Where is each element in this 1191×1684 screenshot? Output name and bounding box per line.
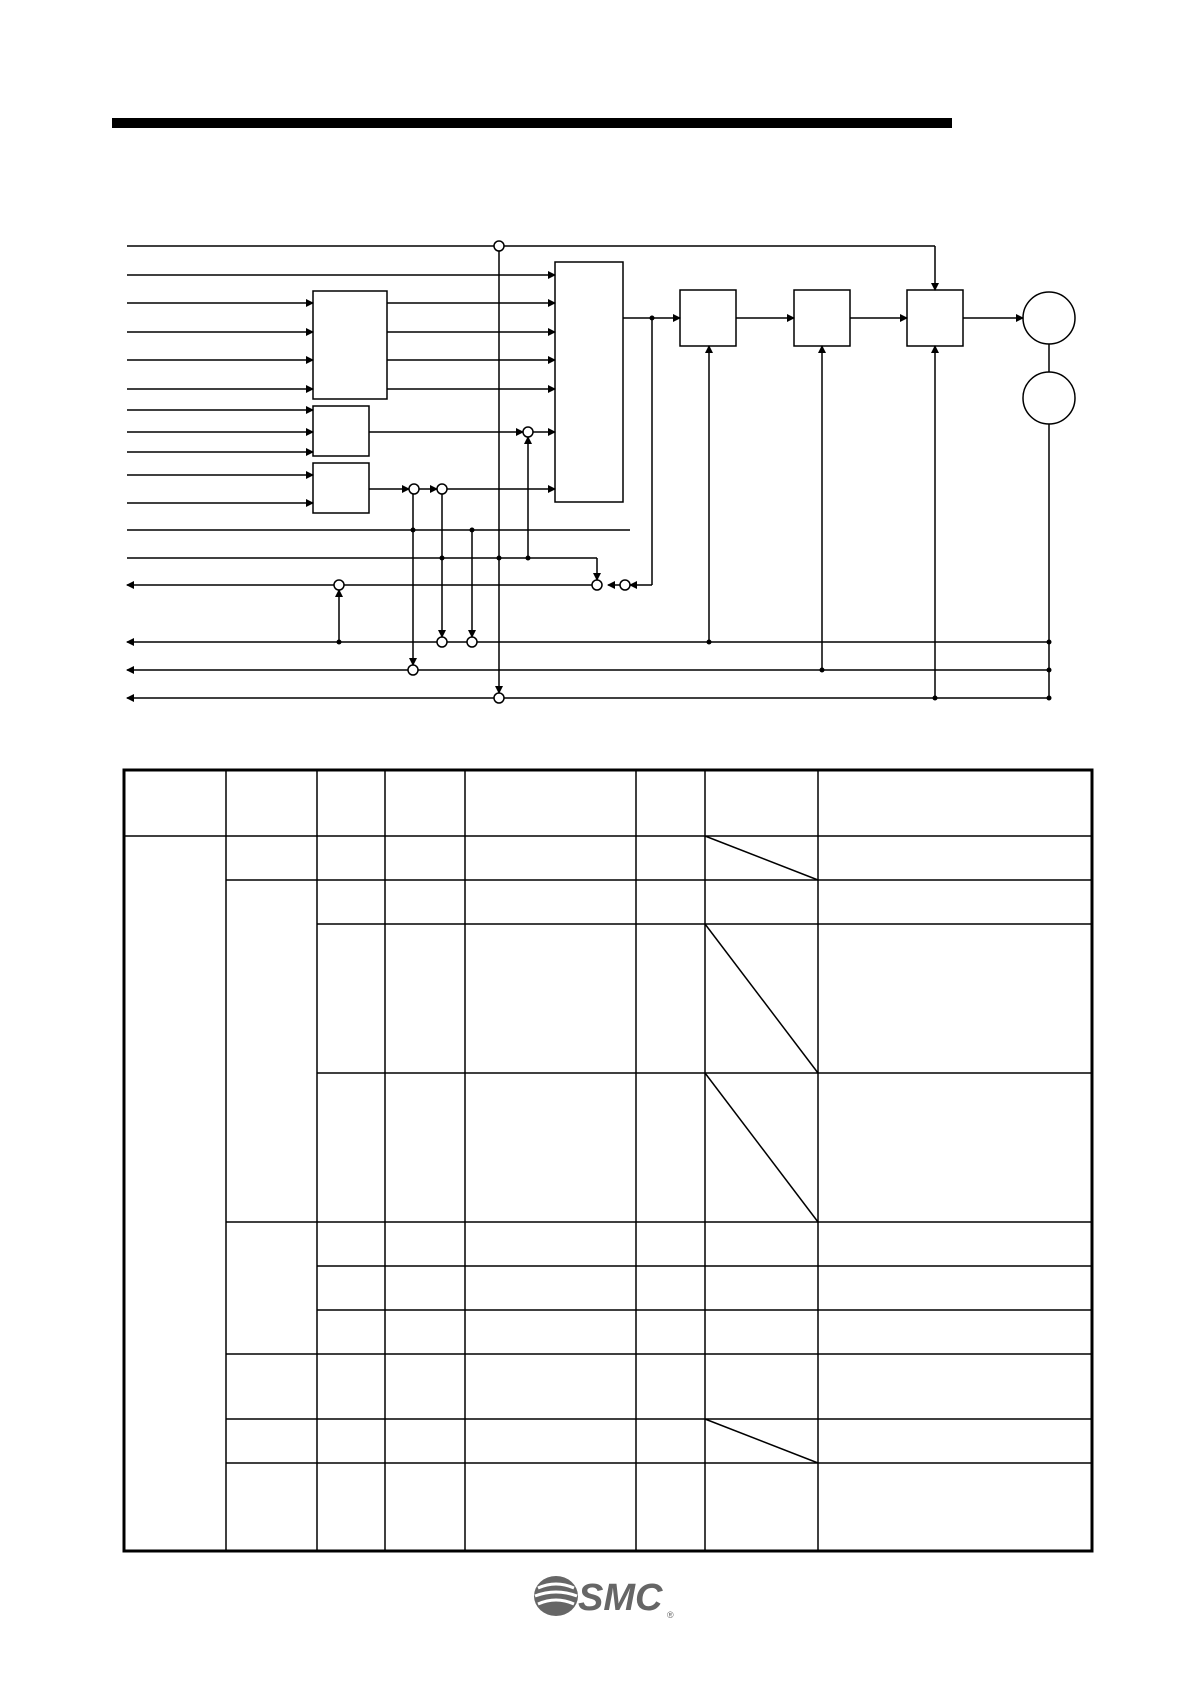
- pre-processor-block: [313, 291, 387, 399]
- sum-junction: [408, 665, 418, 675]
- sum-junction: [494, 241, 504, 251]
- motor-circle: [1023, 292, 1075, 344]
- stage-3-block: [907, 290, 963, 346]
- logo-registered-mark: ®: [667, 1610, 674, 1620]
- smc-logo: [530, 1570, 680, 1626]
- main-combiner-block: [555, 262, 623, 502]
- na-diagonal: [705, 1419, 818, 1463]
- filter-a-block: [313, 406, 369, 456]
- sum-junction: [409, 484, 419, 494]
- sum-junction: [467, 637, 477, 647]
- sum-junction: [334, 580, 344, 590]
- filter-b-block: [313, 463, 369, 513]
- na-diagonal: [705, 924, 818, 1073]
- na-diagonal: [705, 1073, 818, 1222]
- na-diagonal: [705, 836, 818, 880]
- logo-wordmark: SMC: [578, 1577, 663, 1619]
- encoder-circle: [1023, 372, 1075, 424]
- sum-junction: [523, 427, 533, 437]
- sum-junction: [494, 693, 504, 703]
- stage-1-block: [680, 290, 736, 346]
- stage-2-block: [794, 290, 850, 346]
- sum-junction: [592, 580, 602, 590]
- sum-junction: [437, 484, 447, 494]
- block-diagram: [0, 0, 1191, 760]
- sum-junction: [437, 637, 447, 647]
- sum-junction: [620, 580, 630, 590]
